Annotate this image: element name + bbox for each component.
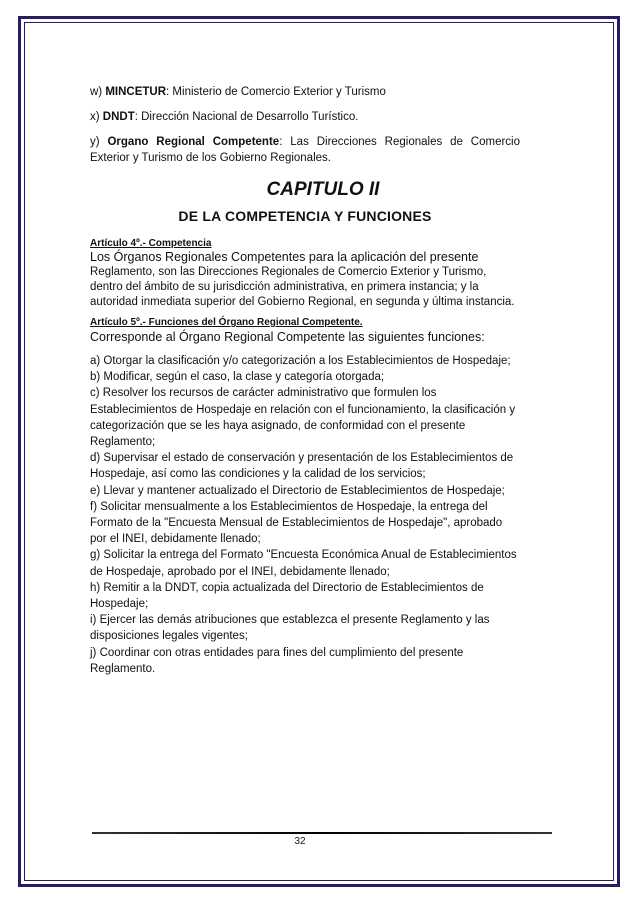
footer-divider <box>92 832 552 834</box>
document-body <box>90 84 520 677</box>
definition-prefix: x) <box>90 111 103 123</box>
definition-text: : Ministerio de Comercio Exterior y Turismo <box>166 86 386 98</box>
definition-x <box>90 109 520 125</box>
article-4-heading: Artículo 4º.- Competencia <box>90 238 212 249</box>
definition-y <box>90 134 520 166</box>
definition-term: DNDT <box>102 111 135 123</box>
chapter-subtitle: DE LA COMPETENCIA Y FUNCIONES <box>178 208 432 224</box>
definition-term: Organo Regional Competente <box>107 136 280 148</box>
function-item-h: h) Remitir a la DNDT, copia actualizada del Directorio de Establecimientos de Hospedaje; <box>90 581 484 611</box>
function-item-i: i) Ejercer las demás atribuciones que establezca el presente Reglamento y las disposiciones legales vigentes; <box>90 614 490 643</box>
definition-text: : Las Direcciones Regionales de Comercio Exterior y Turismo de los Gobierno Regionales. <box>90 136 521 164</box>
function-item-j: j) Coordinar con otras entidades para fines del cumplimiento del presente Reglamento. <box>90 646 464 675</box>
article-4-body: Reglamento, son las Direcciones Regionales de Comercio Exterior y Turismo, dentro del ámbito de su jurisdicción administrativa, en primera instancia; y la autoridad inmediata superior del Gobierno Regional, en segunda y última instancia. <box>90 266 515 308</box>
definition-text: : Dirección Nacional de Desarrollo Turístico. <box>134 111 359 123</box>
function-item-a: a) Otorgar la clasificación y/o categorización a los Establecimientos de Hospedaje; <box>90 355 511 367</box>
function-item-g: g) Solicitar la entrega del Formato "Encuesta Económica Anual de Establecimientos de Hospedaje, aprobado por el INEI, debidamente llenado; <box>90 549 517 578</box>
definition-term: MINCETUR <box>105 86 167 98</box>
chapter-title: CAPITULO II <box>266 179 380 200</box>
function-item-d: d) Supervisar el estado de conservación y presentación de los Establecimientos de Hospedaje, así como las condiciones y la calidad de los servicios; <box>90 452 514 481</box>
function-item-e: e) Llevar y mantener actualizado el Directorio de Establecimientos de Hospedaje; <box>90 484 505 497</box>
function-item-c: c) Resolver los recursos de carácter administrativo que formulen los Establecimientos de Hospedaje en relación con el funcionamiento, la clasificación y categorización que se les haya asignado, de conformidad con el presente Reglamento; <box>90 387 516 449</box>
definition-prefix: y) <box>90 136 108 148</box>
article-4-lead: Los Órganos Regionales Competentes para la aplicación del presente <box>90 250 479 264</box>
article-5-heading: Artículo 5º.- Funciones del Órgano Regional Competente. <box>90 317 363 328</box>
function-item-b: b) Modificar, según el caso, la clase y categoría otorgada; <box>90 371 385 384</box>
definition-w <box>90 84 520 100</box>
page-number: 32 <box>294 836 306 847</box>
article-5-lead: Corresponde al Órgano Regional Competente las siguientes funciones: <box>90 330 485 344</box>
definition-prefix: w) <box>90 86 106 98</box>
function-item-f: f) Solicitar mensualmente a los Establecimientos de Hospedaje, la entrega del Formato de la "Encuesta Mensual de Establecimientos de Hospedaje", aprobado por el INEI, debidamente llenado; <box>90 500 503 546</box>
